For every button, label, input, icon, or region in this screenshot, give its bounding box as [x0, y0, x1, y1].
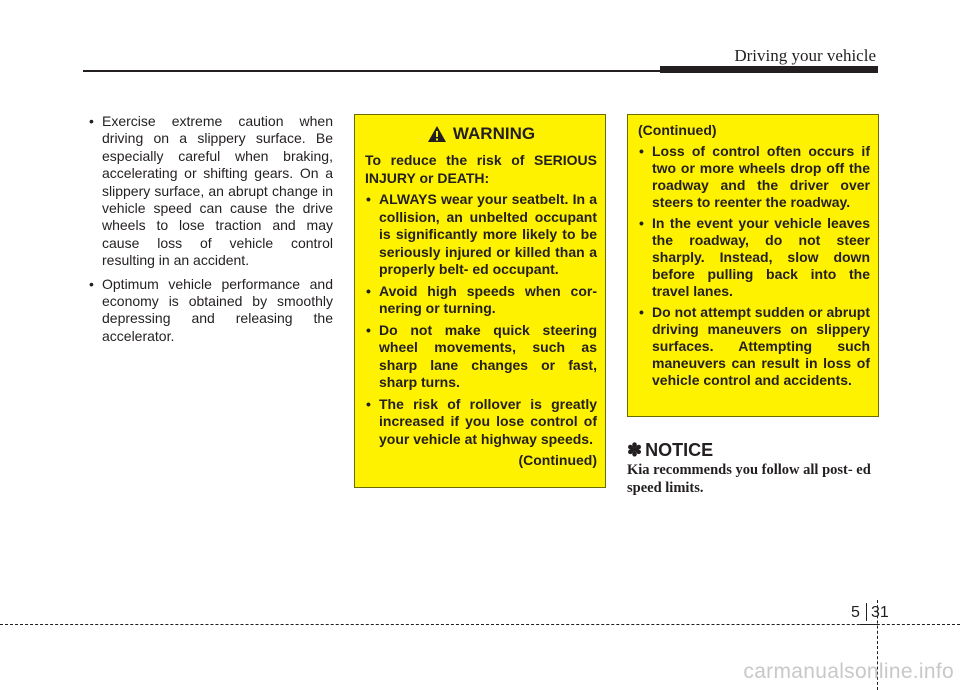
watermark: carmanualsonline.info	[743, 660, 954, 683]
header-rule-thick	[660, 66, 878, 73]
footer-rule	[0, 624, 960, 625]
list-item: • The risk of rollover is greatly increased if you lose control of your vehicle at highway speeds.	[365, 396, 597, 449]
continued-label: (Continued)	[518, 452, 597, 468]
left-column	[87, 113, 333, 351]
page-number-divider	[866, 603, 867, 621]
warning-intro: To reduce the risk of SERIOUS INJURY or DEATH:	[365, 152, 597, 186]
notice-title: NOTICE	[645, 440, 714, 460]
footer-rule-solid	[860, 624, 878, 625]
list-item: • Do not make quick steering wheel movements, such as sharp lane changes or fast, sharp turns.	[365, 322, 597, 392]
warning-continued-box	[627, 114, 879, 417]
notice-star-icon: ✽	[627, 440, 643, 460]
header-rule	[83, 70, 663, 72]
warning-box	[354, 114, 606, 488]
warning-header	[365, 123, 597, 145]
list-item: • Do not attempt sudden or abrupt driving maneuvers on slippery surfaces. Attempting such maneuvers can result in loss of vehicle control and accidents.	[638, 304, 870, 389]
page-number: 31	[871, 604, 889, 621]
warning-title: WARNING	[452, 124, 536, 144]
list-item: • Loss of control often occurs if two or more wheels drop off the roadway and the driver over steers to reenter the roadway.	[638, 143, 870, 211]
continued-heading: (Continued)	[638, 122, 717, 138]
notice-heading	[627, 440, 713, 461]
chapter-number: 5	[851, 604, 860, 621]
warning-triangle-icon	[427, 125, 447, 143]
section-title: Driving your vehicle	[734, 46, 876, 65]
notice-text: Kia recommends you follow all post- ed speed limits.	[627, 462, 871, 496]
list-item: • Optimum vehicle performance and economy is obtained by smoothly depressing and releasing the accelerator.	[87, 276, 333, 346]
list-item: • In the event your vehicle leaves the roadway, do not steer sharply. Instead, slow down before pulling back into the travel lanes.	[638, 215, 870, 300]
list-item: • ALWAYS wear your seatbelt. In a collision, an unbelted occupant is significantly more likely to be seriously injured or killed than a properly belt- ed occupant.	[365, 191, 597, 279]
list-item: • Avoid high speeds when cor- nering or turning.	[365, 283, 597, 318]
list-item: • Exercise extreme caution when driving on a slippery surface. Be especially careful when braking, accelerating or shifting gears. On a slippery surface, an abrupt change in vehicle speed can cause the drive wheels to lose traction and may cause loss of vehicle control resulting in an accident.	[87, 113, 333, 270]
